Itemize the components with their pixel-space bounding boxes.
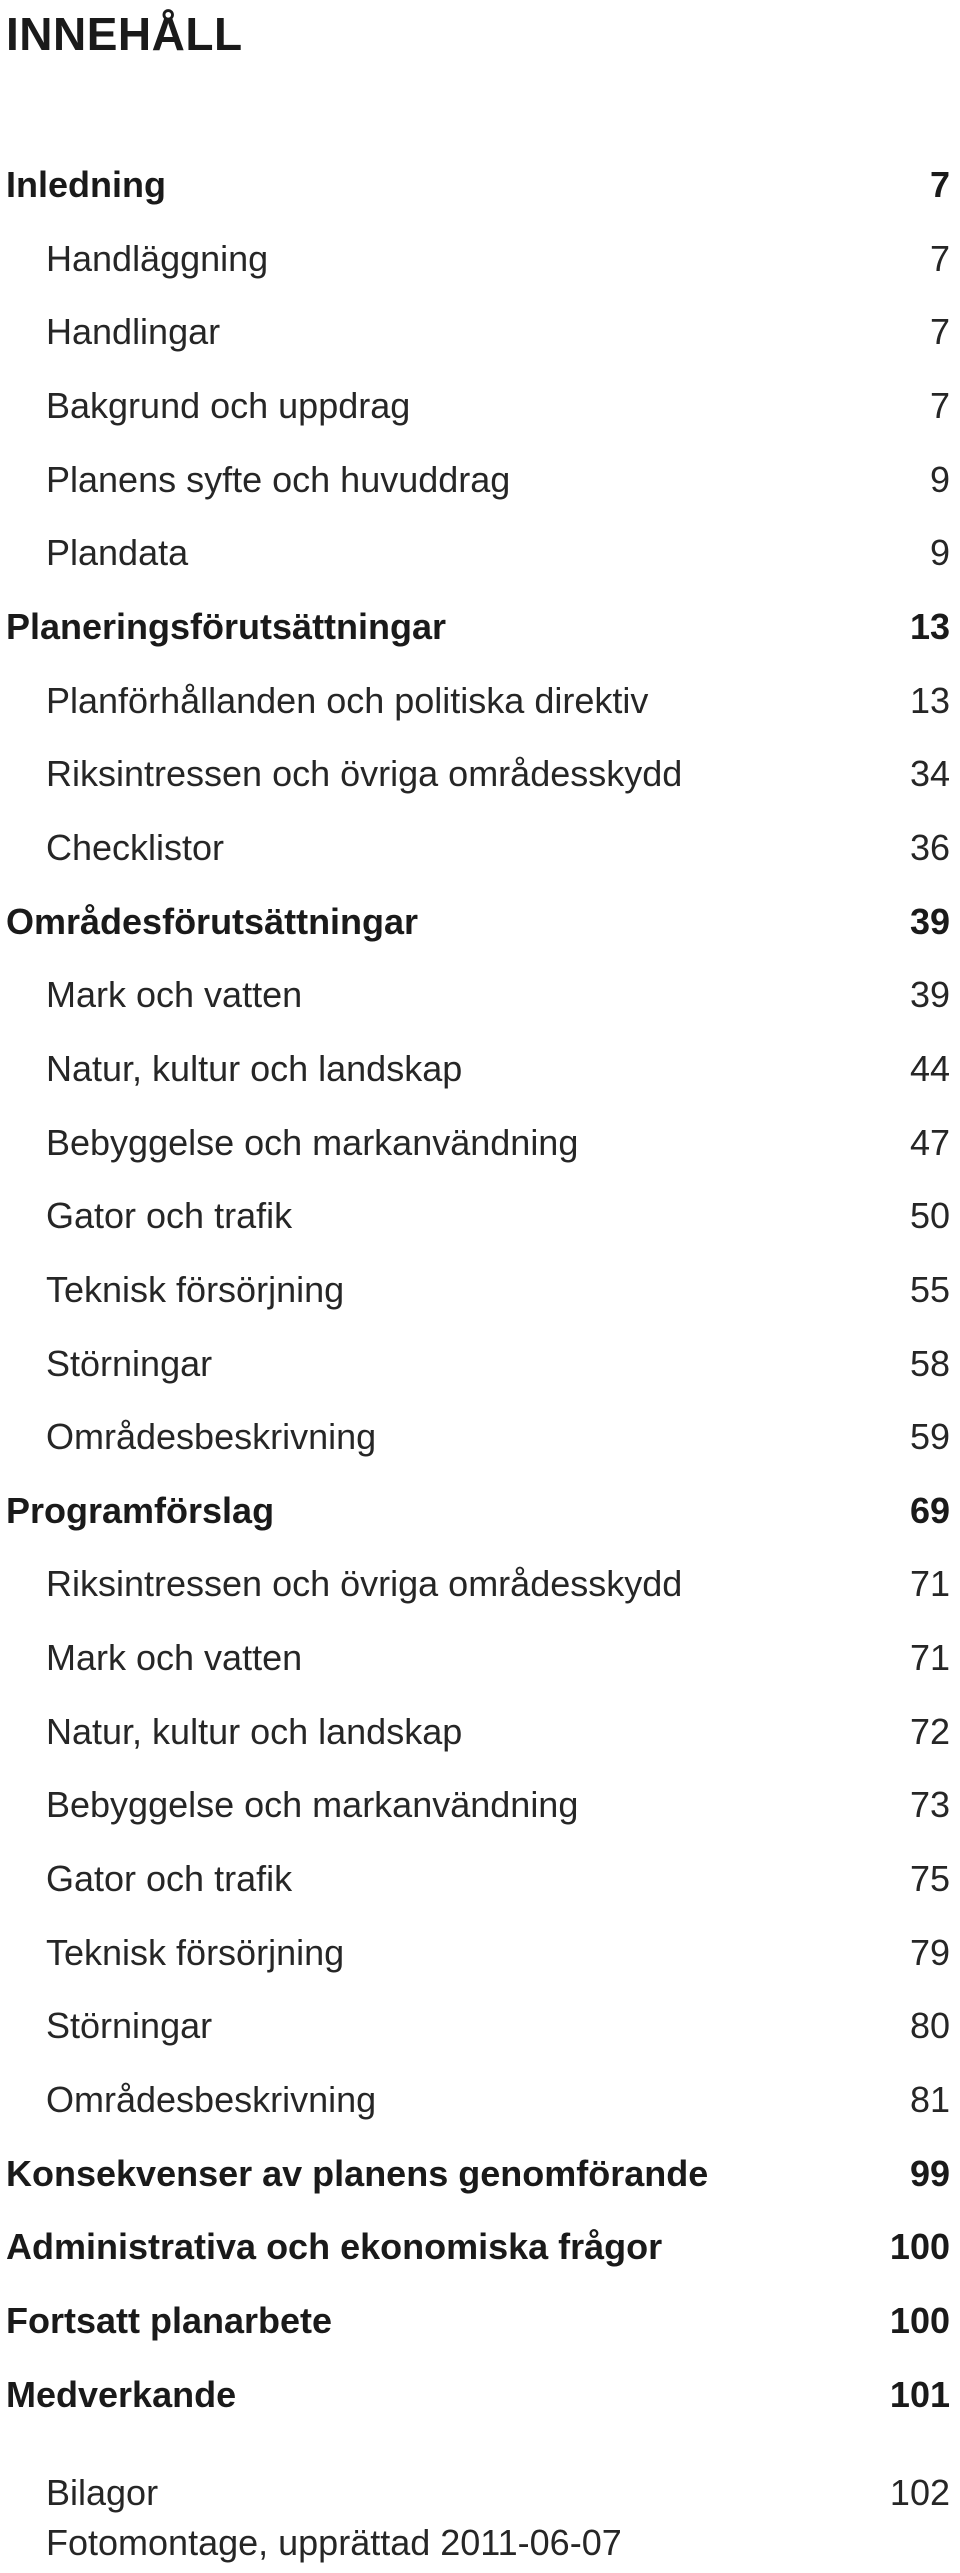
appendix-page-number: 102 bbox=[889, 2472, 950, 2513]
toc-subsection-entry[interactable] bbox=[0, 970, 960, 1044]
toc-entry-page-number: 13 bbox=[909, 605, 950, 647]
toc-subsection-entry[interactable] bbox=[0, 823, 960, 897]
toc-entry-page-number: 7 bbox=[929, 384, 950, 426]
toc-entry-label: Områdesbeskrivning bbox=[46, 2079, 377, 2121]
toc-entry-page-number: 36 bbox=[909, 826, 950, 868]
toc-entry-page-number: 69 bbox=[909, 1489, 950, 1531]
toc-entry-label: Bebyggelse och markanvändning bbox=[46, 1121, 579, 1163]
toc-subsection-entry[interactable] bbox=[0, 1118, 960, 1192]
toc-section-entry[interactable] bbox=[0, 2222, 960, 2296]
toc-entry-page-number: 9 bbox=[929, 458, 950, 500]
toc-entry-page-number: 101 bbox=[889, 2373, 950, 2415]
toc-entry-page-number: 44 bbox=[909, 1047, 950, 1089]
toc-subsection-entry[interactable] bbox=[0, 1339, 960, 1413]
toc-entry-label: Gator och trafik bbox=[46, 1858, 293, 1900]
toc-entry-label: Planens syfte och huvuddrag bbox=[46, 458, 511, 500]
toc-entry-label: Administrativa och ekonomiska frågor bbox=[6, 2226, 663, 2268]
toc-entry-page-number: 80 bbox=[909, 2005, 950, 2047]
toc-entry-label: Planförhållanden och politiska direktiv bbox=[46, 679, 649, 721]
toc-entry-label: Handlingar bbox=[46, 311, 221, 353]
toc-entry-page-number: 99 bbox=[909, 2152, 950, 2194]
toc-section-entry[interactable] bbox=[0, 160, 960, 234]
toc-subsection-entry[interactable] bbox=[0, 455, 960, 529]
toc-entry-label: Teknisk försörjning bbox=[46, 1931, 345, 1973]
toc-subsection-entry[interactable] bbox=[0, 528, 960, 602]
toc-entry-label: Områdesbeskrivning bbox=[46, 1416, 377, 1458]
toc-entry-page-number: 75 bbox=[909, 1858, 950, 1900]
toc-entry-label: Konsekvenser av planens genomförande bbox=[6, 2152, 709, 2194]
toc-entry-page-number: 13 bbox=[909, 679, 950, 721]
toc-entry-page-number: 100 bbox=[889, 2226, 950, 2268]
toc-entry-page-number: 71 bbox=[909, 1563, 950, 1605]
toc-entry-label: Planeringsförutsättningar bbox=[6, 605, 447, 647]
toc-entry-label: Inledning bbox=[6, 164, 166, 205]
toc-entry-page-number: 7 bbox=[929, 164, 950, 205]
toc-section-entry[interactable] bbox=[0, 2370, 960, 2444]
toc-subsection-entry[interactable] bbox=[0, 676, 960, 750]
toc-entry-page-number: 81 bbox=[909, 2079, 950, 2121]
appendix-subentry bbox=[46, 2518, 950, 2568]
toc-entry-page-number: 100 bbox=[889, 2300, 950, 2342]
toc-entry-page-number: 39 bbox=[909, 974, 950, 1016]
toc-entry-label: Teknisk försörjning bbox=[46, 1268, 345, 1310]
page-title: INNEHÅLL bbox=[6, 8, 243, 60]
appendix-label: Bilagor bbox=[46, 2472, 159, 2513]
toc-entry-label: Bebyggelse och markanvändning bbox=[46, 1784, 579, 1826]
toc-entry-page-number: 71 bbox=[909, 1637, 950, 1679]
toc-entry-label: Riksintressen och övriga områdesskydd bbox=[46, 753, 683, 795]
toc-section-entry[interactable] bbox=[0, 1486, 960, 1560]
toc-section-entry[interactable] bbox=[0, 602, 960, 676]
toc-entry-label: Handläggning bbox=[46, 237, 269, 279]
toc-section-entry[interactable] bbox=[0, 2149, 960, 2223]
toc-section-entry[interactable] bbox=[0, 897, 960, 971]
appendix-sublabel: Fotomontage, upprättad 2011-06-07 bbox=[46, 2522, 622, 2563]
toc-entry-label: Mark och vatten bbox=[46, 1637, 303, 1679]
toc-entry-page-number: 73 bbox=[909, 1784, 950, 1826]
toc-entry-label: Plandata bbox=[46, 532, 189, 574]
toc-entry-label: Programförslag bbox=[6, 1489, 275, 1531]
toc-subsection-entry[interactable] bbox=[0, 307, 960, 381]
toc-entry-label: Checklistor bbox=[46, 826, 225, 868]
toc-entry-label: Natur, kultur och landskap bbox=[46, 1710, 463, 1752]
toc-subsection-entry[interactable] bbox=[0, 1633, 960, 1707]
toc-subsection-entry[interactable] bbox=[0, 1191, 960, 1265]
toc-subsection-entry[interactable] bbox=[0, 1265, 960, 1339]
toc-entry-page-number: 47 bbox=[909, 1121, 950, 1163]
toc-entry-label: Gator och trafik bbox=[46, 1195, 293, 1237]
toc-entry-page-number: 7 bbox=[929, 311, 950, 353]
toc-entry-page-number: 55 bbox=[909, 1268, 950, 1310]
toc-entry-label: Mark och vatten bbox=[46, 974, 303, 1016]
toc-entry-label: Riksintressen och övriga områdesskydd bbox=[46, 1563, 683, 1605]
appendix-section bbox=[46, 2468, 950, 2568]
toc-entry-page-number: 59 bbox=[909, 1416, 950, 1458]
toc-entry-label: Natur, kultur och landskap bbox=[46, 1047, 463, 1089]
appendix-entry[interactable] bbox=[46, 2468, 950, 2518]
toc-subsection-entry[interactable] bbox=[0, 1412, 960, 1486]
toc-subsection-entry[interactable] bbox=[0, 1707, 960, 1781]
toc-entry-page-number: 39 bbox=[909, 900, 950, 942]
toc-entry-label: Fortsatt planarbete bbox=[6, 2300, 333, 2342]
toc-entry-page-number: 79 bbox=[909, 1931, 950, 1973]
toc-entry-label: Medverkande bbox=[6, 2373, 237, 2415]
toc-entry-label: Störningar bbox=[46, 1342, 213, 1384]
toc-entry-page-number: 34 bbox=[909, 753, 950, 795]
toc-entry-page-number: 7 bbox=[929, 237, 950, 279]
toc-subsection-entry[interactable] bbox=[0, 234, 960, 308]
toc-subsection-entry[interactable] bbox=[0, 381, 960, 455]
toc-subsection-entry[interactable] bbox=[0, 1044, 960, 1118]
toc-entry-label: Områdesförutsättningar bbox=[6, 900, 419, 942]
toc-entry-page-number: 9 bbox=[929, 532, 950, 574]
toc-entry-page-number: 72 bbox=[909, 1710, 950, 1752]
toc-entry-page-number: 50 bbox=[909, 1195, 950, 1237]
toc-subsection-entry[interactable] bbox=[0, 2075, 960, 2149]
toc-subsection-entry[interactable] bbox=[0, 1854, 960, 1928]
table-of-contents bbox=[0, 160, 960, 2443]
toc-subsection-entry[interactable] bbox=[0, 1928, 960, 2002]
toc-entry-label: Bakgrund och uppdrag bbox=[46, 384, 411, 426]
toc-section-entry[interactable] bbox=[0, 2296, 960, 2370]
toc-entry-label: Störningar bbox=[46, 2005, 213, 2047]
toc-subsection-entry[interactable] bbox=[0, 749, 960, 823]
toc-subsection-entry[interactable] bbox=[0, 2001, 960, 2075]
toc-entry-page-number: 58 bbox=[909, 1342, 950, 1384]
toc-subsection-entry[interactable] bbox=[0, 1559, 960, 1633]
toc-subsection-entry[interactable] bbox=[0, 1780, 960, 1854]
